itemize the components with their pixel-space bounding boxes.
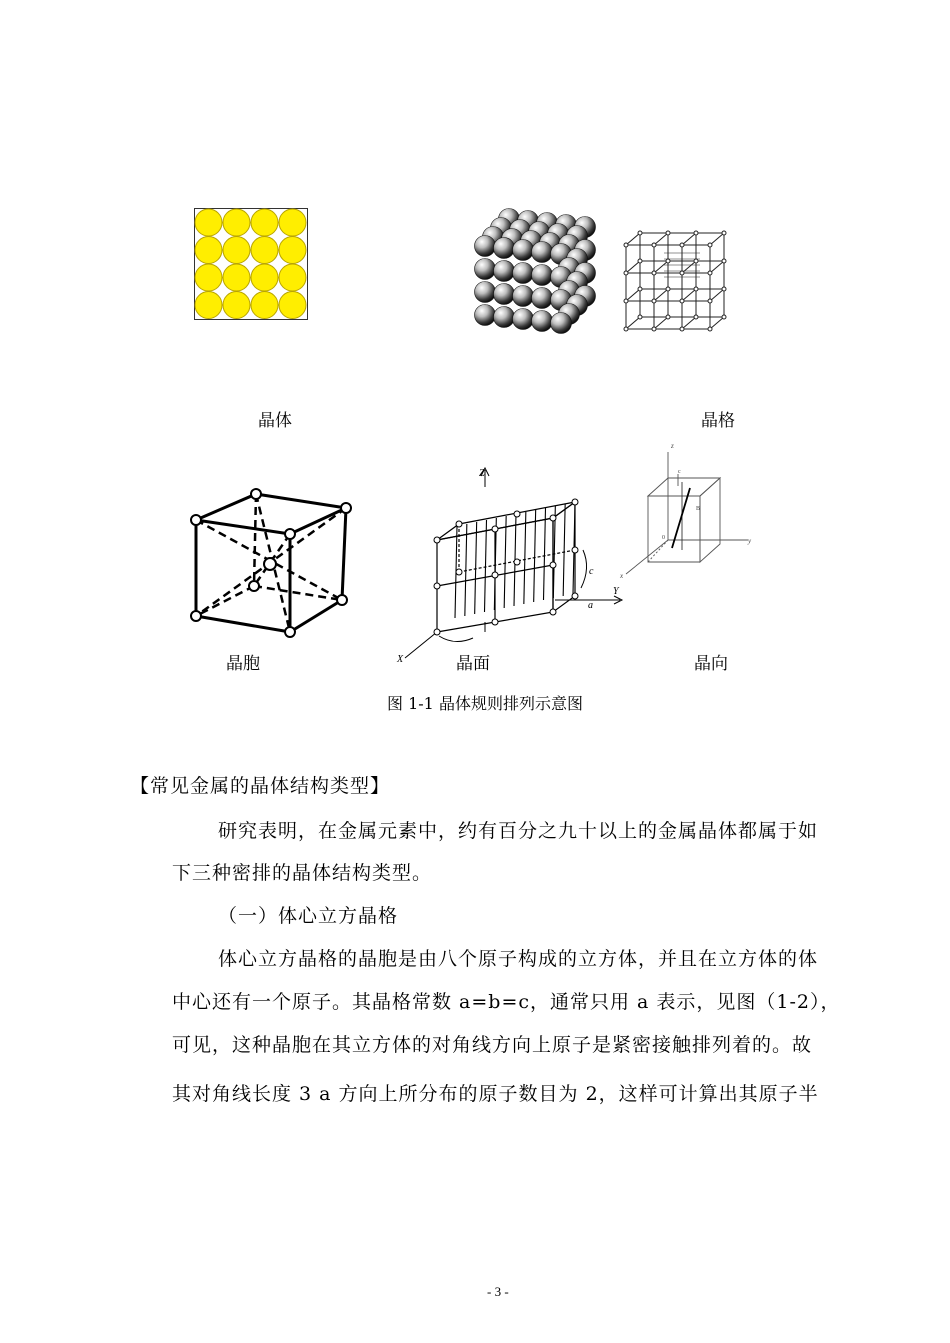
sphere-atom bbox=[532, 242, 553, 263]
lattice-line bbox=[710, 289, 724, 301]
lattice-node bbox=[722, 315, 726, 319]
sphere-atom bbox=[513, 286, 534, 307]
plane-lattice-node bbox=[456, 569, 462, 575]
crystal-atom-grid-illustration bbox=[194, 208, 314, 323]
sphere-atom bbox=[475, 282, 496, 303]
lattice-node bbox=[680, 243, 684, 247]
sphere-atom bbox=[494, 261, 515, 282]
dir-point-c: c bbox=[678, 469, 681, 475]
lattice-line bbox=[626, 261, 640, 273]
lattice-node bbox=[638, 287, 642, 291]
plane-lattice-node bbox=[514, 511, 520, 517]
label-unit-cell: 晶胞 bbox=[226, 654, 260, 674]
lattice-node bbox=[666, 287, 670, 291]
atom-circle bbox=[195, 264, 222, 291]
plane-lattice-node bbox=[572, 547, 578, 553]
atom-circle bbox=[223, 292, 250, 319]
plane-lattice-node bbox=[492, 619, 498, 625]
plane-hatch-line bbox=[544, 508, 546, 600]
sphere-atom bbox=[532, 265, 553, 286]
plane-lattice-node bbox=[572, 593, 578, 599]
plane-hatch-line bbox=[485, 520, 487, 612]
lattice-node bbox=[638, 315, 642, 319]
sphere-atom bbox=[532, 311, 553, 332]
plane-lattice-node bbox=[550, 515, 556, 521]
lattice-node bbox=[624, 299, 628, 303]
lattice-line bbox=[710, 233, 724, 245]
lattice-node bbox=[638, 231, 642, 235]
crystal-sphere-packing-illustration bbox=[465, 205, 605, 335]
atom-circle bbox=[195, 209, 222, 236]
lattice-node bbox=[708, 243, 712, 247]
lattice-line bbox=[682, 233, 696, 245]
lattice-node bbox=[666, 259, 670, 263]
lattice-line bbox=[682, 289, 696, 301]
paragraph-2-line-2: 中心还有一个原子。其晶格常数 a=b=c，通常只用 a 表示，见图（1-2）， bbox=[172, 991, 841, 1013]
lattice-line bbox=[710, 317, 724, 329]
label-crystal-direction: 晶向 bbox=[694, 654, 728, 674]
lattice-node bbox=[652, 299, 656, 303]
atom-circle bbox=[251, 292, 278, 319]
paragraph-2-line-1: 体心立方晶格的晶胞是由八个原子构成的立方体，并且在立方体的体 bbox=[218, 948, 819, 970]
label-crystal: 晶体 bbox=[258, 411, 292, 431]
axis-letter-y: Y bbox=[613, 586, 619, 597]
plane-lattice-node bbox=[434, 583, 440, 589]
atom-circle bbox=[223, 209, 250, 236]
atom-circle bbox=[279, 292, 306, 319]
lattice-node bbox=[694, 259, 698, 263]
lattice-node bbox=[680, 299, 684, 303]
label-crystal-plane: 晶面 bbox=[456, 654, 490, 674]
paragraph-1-line-2: 下三种密排的晶体结构类型。 bbox=[172, 862, 433, 884]
lattice-node bbox=[722, 259, 726, 263]
plane-lattice-node bbox=[492, 526, 498, 532]
sphere-atom bbox=[475, 305, 496, 326]
lattice-node bbox=[666, 315, 670, 319]
atom-circle bbox=[251, 237, 278, 264]
lattice-line bbox=[682, 317, 696, 329]
crystal-direction-illustration bbox=[620, 440, 755, 580]
paragraph-2-line-4: 其对角线长度 3 a 方向上所分布的原子数目为 2，这样可计算出其原子半 bbox=[172, 1083, 819, 1105]
lattice-line bbox=[654, 317, 668, 329]
atom-circle bbox=[279, 264, 306, 291]
sphere-atom bbox=[513, 309, 534, 330]
lattice-node bbox=[652, 271, 656, 275]
lattice-node bbox=[694, 231, 698, 235]
atom-circle bbox=[223, 264, 250, 291]
lattice-line bbox=[626, 233, 640, 245]
sphere-atom bbox=[513, 263, 534, 284]
plane-hatch-line bbox=[475, 522, 477, 614]
dir-axis-y: y bbox=[748, 537, 752, 545]
paragraph-2-line-3: 可见，这种晶胞在其立方体的对角线方向上原子是紧密接触排列着的。故 bbox=[172, 1034, 813, 1056]
lattice-node bbox=[624, 271, 628, 275]
lattice-line bbox=[710, 261, 724, 273]
axis-letter-a: a bbox=[588, 600, 593, 611]
lattice-line bbox=[626, 317, 640, 329]
lattice-wireframe-illustration bbox=[618, 215, 738, 335]
dir-origin: 0 bbox=[662, 535, 665, 541]
unit-cell-bcc-illustration bbox=[186, 488, 361, 643]
axis-letter-x: X bbox=[397, 654, 404, 665]
sphere-atom bbox=[475, 259, 496, 280]
lattice-node bbox=[652, 327, 656, 331]
dir-axis-z: z bbox=[671, 442, 674, 450]
plane-hatch-line bbox=[504, 516, 506, 608]
plane-hatch-line bbox=[524, 512, 526, 604]
lattice-line bbox=[654, 233, 668, 245]
plane-lattice-node bbox=[456, 521, 462, 527]
atom-circle bbox=[223, 237, 250, 264]
plane-lattice-node bbox=[434, 537, 440, 543]
plane-hatch-line bbox=[534, 510, 536, 602]
lattice-node bbox=[652, 243, 656, 247]
atom-circle bbox=[195, 237, 222, 264]
lattice-node bbox=[638, 259, 642, 263]
crystal-plane-illustration bbox=[395, 462, 625, 667]
plane-lattice-node bbox=[550, 609, 556, 615]
sphere-atom bbox=[494, 238, 515, 259]
plane-lattice-node bbox=[434, 629, 440, 635]
lattice-node bbox=[694, 287, 698, 291]
dir-axis-x: x bbox=[620, 572, 624, 580]
lattice-node bbox=[624, 243, 628, 247]
lattice-node bbox=[694, 315, 698, 319]
sphere-atom bbox=[532, 288, 553, 309]
atom-circle bbox=[251, 209, 278, 236]
sphere-atom bbox=[513, 240, 534, 261]
lattice-node bbox=[708, 299, 712, 303]
lattice-node bbox=[680, 327, 684, 331]
figure-caption: 图 1-1 晶体规则排列示意图 bbox=[387, 694, 583, 713]
atom-circle bbox=[195, 292, 222, 319]
lattice-node bbox=[666, 231, 670, 235]
atom-circle bbox=[279, 209, 306, 236]
lattice-line bbox=[654, 289, 668, 301]
sphere-atom bbox=[494, 284, 515, 305]
atom-circle bbox=[279, 237, 306, 264]
lattice-node bbox=[624, 327, 628, 331]
subsection-heading: （一）体心立方晶格 bbox=[218, 905, 399, 927]
plane-lattice-node bbox=[492, 572, 498, 578]
lattice-node bbox=[722, 231, 726, 235]
axis-letter-z: Z bbox=[479, 468, 485, 479]
lattice-node bbox=[680, 271, 684, 275]
plane-hatch-line bbox=[563, 504, 565, 596]
lattice-node bbox=[708, 271, 712, 275]
lattice-line bbox=[626, 289, 640, 301]
lattice-node bbox=[708, 327, 712, 331]
plane-lattice-node bbox=[550, 562, 556, 568]
section-heading: 【常见金属的晶体结构类型】 bbox=[130, 775, 391, 797]
lattice-node bbox=[722, 287, 726, 291]
sphere-atom bbox=[475, 236, 496, 257]
axis-letter-c: c bbox=[589, 566, 594, 577]
label-lattice: 晶格 bbox=[701, 411, 735, 431]
sphere-atom bbox=[551, 313, 572, 334]
paragraph-1-line-1: 研究表明，在金属元素中，约有百分之九十以上的金属晶体都属于如 bbox=[218, 820, 819, 842]
atom-circle bbox=[251, 264, 278, 291]
sphere-atom bbox=[494, 307, 515, 328]
page-number: - 3 - bbox=[487, 1284, 509, 1299]
plane-lattice-node bbox=[572, 499, 578, 505]
dir-point-b: B bbox=[696, 506, 701, 512]
plane-lattice-node bbox=[514, 559, 520, 565]
